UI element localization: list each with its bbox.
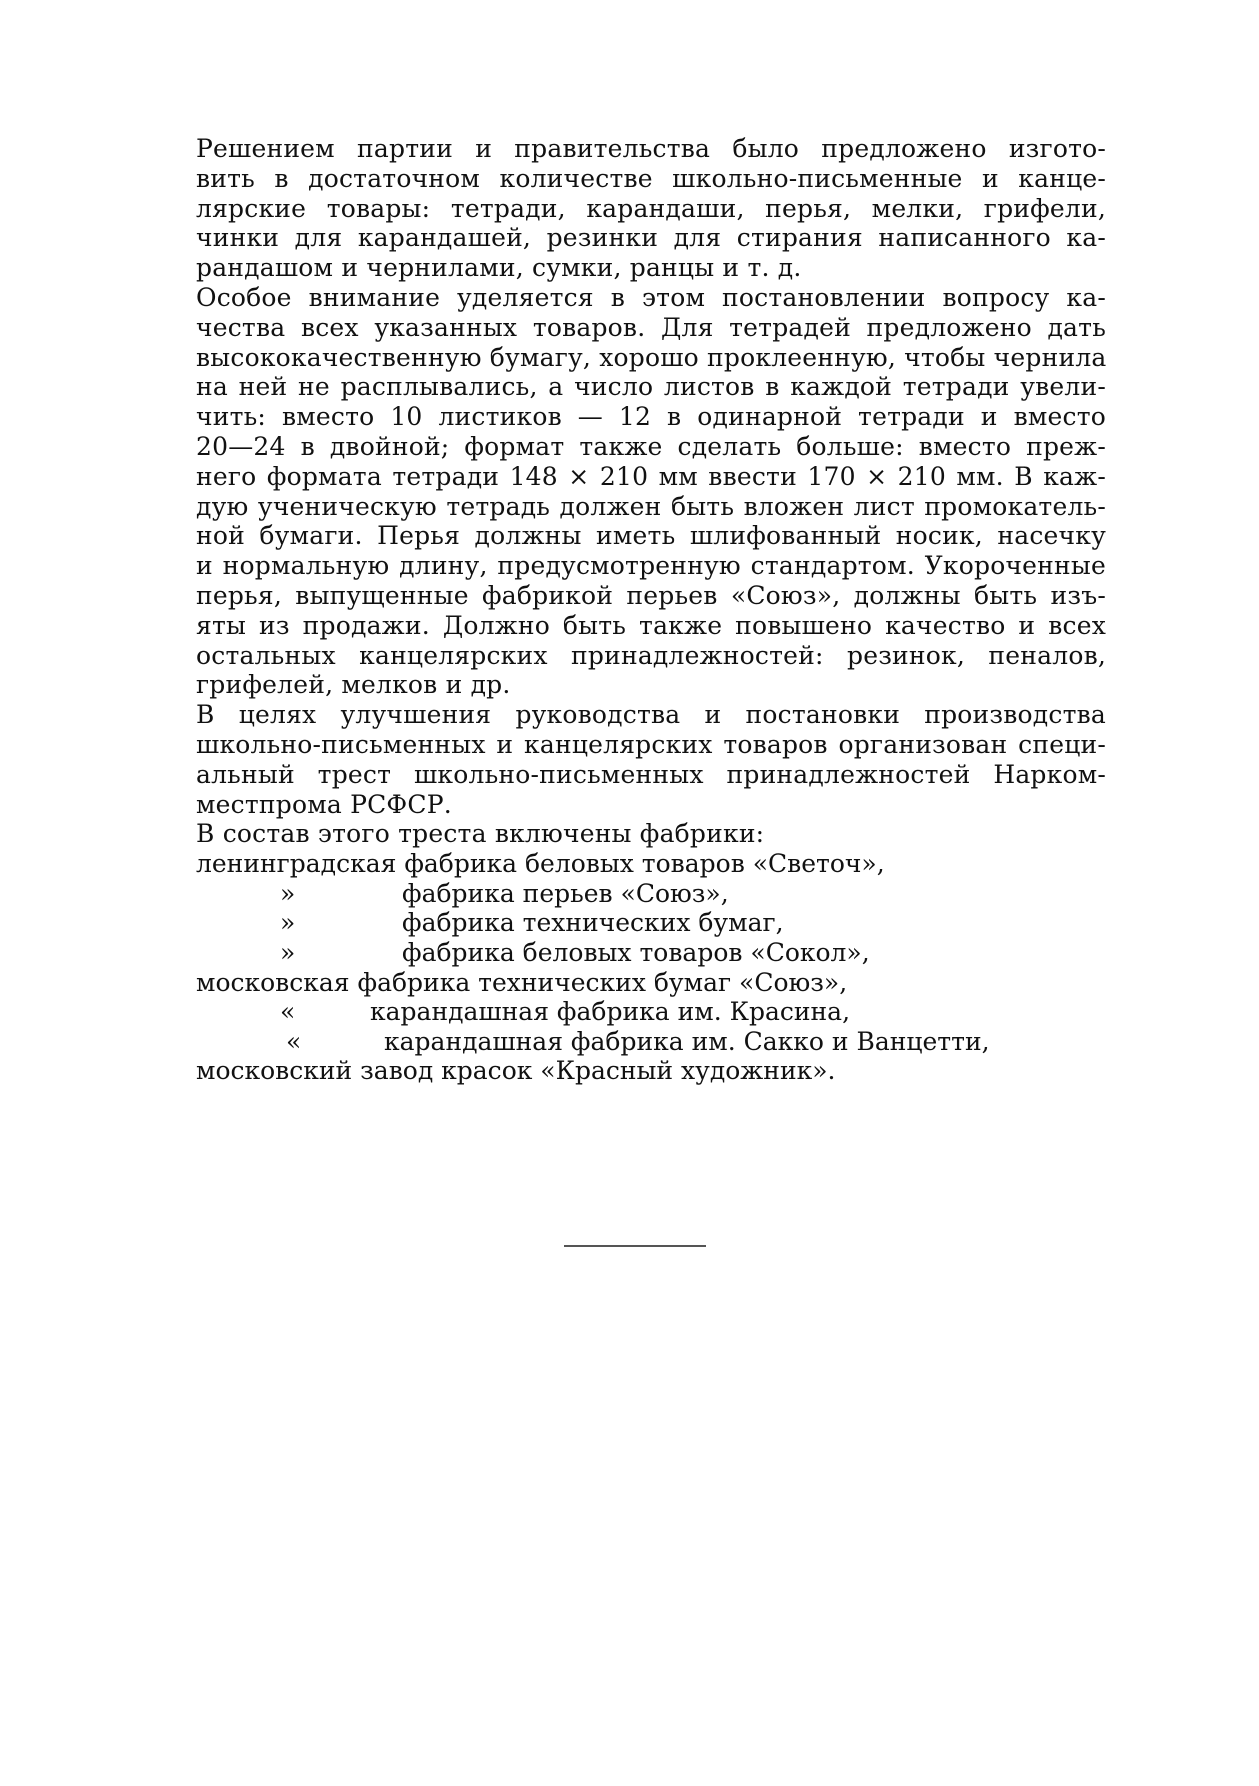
list-item-text: фабрика технических бумаг,: [402, 908, 784, 938]
text-line: перья, выпущенные фабрикой перьев «Союз», должны быть изъ-: [196, 580, 1106, 610]
text-line: Особое внимание уделяется в этом постановлении вопросу ка-: [196, 282, 1106, 312]
ditto-mark: «: [286, 1026, 302, 1056]
list-item-text: карандашная фабрика им. Красина,: [370, 997, 851, 1027]
text-line: ной бумаги. Перья должны иметь шлифованный носик, насечку: [196, 521, 1106, 551]
text-line: В целях улучшения руководства и постановки производства: [196, 700, 1106, 730]
text-line: рандашом и чернилами, сумки, ранцы и т. д.: [196, 253, 802, 283]
text-line: высококачественную бумагу, хорошо проклеенную, чтобы чернила: [196, 342, 1107, 372]
list-item-text: фабрика беловых товаров «Сокол»,: [402, 937, 870, 967]
list-item: [196, 849, 1106, 879]
list-item-text: ленинградская фабрика беловых товаров «Светоч»,: [196, 849, 885, 879]
text-block: [196, 134, 1106, 1086]
text-line: него формата тетради 148 × 210 мм ввести 170 × 210 мм. В каж-: [196, 461, 1106, 491]
text-line: на ней не расплывались, а число листов в каждой тетради увели-: [196, 372, 1106, 402]
section-end-rule: [564, 1245, 706, 1247]
paragraph-1: [196, 134, 1106, 283]
list-item-text: московский завод красок «Красный художник».: [196, 1056, 836, 1086]
text-line: Решением партии и правительства было предложено изгото-: [196, 134, 1106, 163]
list-item-text: карандашная фабрика им. Сакко и Ванцетти,: [384, 1026, 990, 1056]
list-item: [196, 1027, 1106, 1057]
text-line: грифелей, мелков и др.: [196, 670, 511, 700]
list-intro: В состав этого треста включены фабрики:: [196, 819, 765, 849]
ditto-mark: »: [280, 878, 296, 908]
text-line: яты из продажи. Должно быть также повышено качество и всех: [196, 610, 1106, 640]
factory-list: [196, 849, 1106, 1086]
text-line: местпрома РСФСР.: [196, 789, 452, 819]
list-item-text: московская фабрика технических бумаг «Союз»,: [196, 967, 848, 997]
text-line: чинки для карандашей, резинки для стирания написанного ка-: [196, 223, 1106, 253]
ditto-mark: »: [280, 937, 296, 967]
text-line: альный трест школьно-письменных принадлежностей Нарком-: [196, 759, 1106, 789]
ditto-mark: »: [280, 908, 296, 938]
ditto-mark: «: [280, 997, 296, 1027]
list-item: [196, 1056, 1106, 1086]
text-line: чить: вместо 10 листиков — 12 в одинарной тетради и вместо: [196, 402, 1106, 432]
paragraph-2: [196, 283, 1106, 700]
list-item: [196, 938, 1106, 968]
text-line: вить в достаточном количестве школьно-письменные и канце-: [196, 163, 1106, 193]
text-line: остальных канцелярских принадлежностей: резинок, пеналов,: [196, 640, 1106, 670]
text-line: и нормальную длину, предусмотренную стандартом. Укороченные: [196, 551, 1106, 581]
text-line: 20—24 в двойной; формат также сделать больше: вместо преж-: [196, 431, 1106, 461]
paragraph-3: [196, 700, 1106, 819]
list-item: [196, 997, 1106, 1027]
text-line: дую ученическую тетрадь должен быть вложен лист промокатель-: [196, 491, 1106, 521]
list-item: [196, 908, 1106, 938]
text-line: лярские товары: тетради, карандаши, перья, мелки, грифели,: [196, 193, 1106, 223]
list-item-text: фабрика перьев «Союз»,: [402, 878, 729, 908]
list-item: [196, 879, 1106, 909]
text-line: школьно-письменных и канцелярских товаров организован специ-: [196, 729, 1106, 759]
list-item: [196, 968, 1106, 998]
text-line: чества всех указанных товаров. Для тетрадей предложено дать: [196, 312, 1106, 342]
